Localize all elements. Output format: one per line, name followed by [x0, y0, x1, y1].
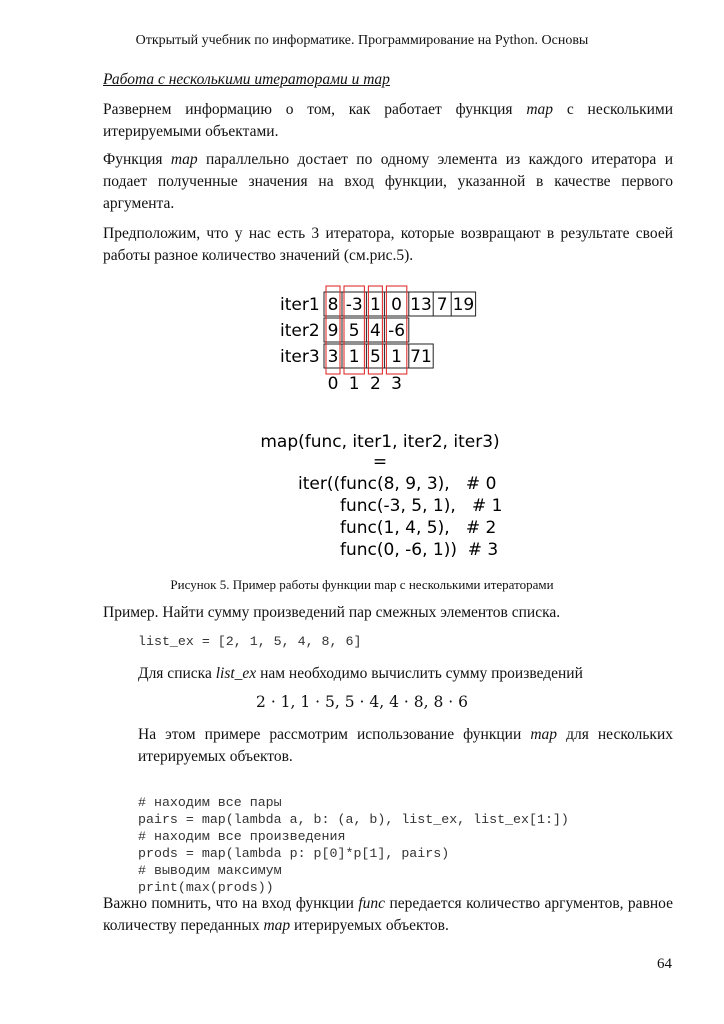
page-number: 64	[657, 956, 672, 972]
expression-line: map(func, iter1, iter2, iter3)	[260, 432, 500, 452]
figure-map-iterators	[0, 283, 724, 568]
code-line: prods = map(lambda p: p[0]*p[1], pairs)	[138, 846, 450, 861]
paragraph-list-ex	[138, 663, 673, 685]
iterator-value: 71	[410, 347, 432, 367]
code-term: map	[170, 151, 198, 168]
code-line: # находим все произведения	[138, 829, 346, 844]
example-intro: Пример. Найти сумму произведений пар смежных элементов списка.	[103, 604, 561, 621]
text: с несколькими итерируемыми объектами.	[103, 101, 673, 140]
code-term: func	[358, 895, 386, 912]
iterator-value: 5	[348, 321, 360, 341]
code-term: map	[530, 726, 558, 743]
iterator-label: iter3	[280, 347, 320, 367]
paragraph-multi-iter	[138, 724, 673, 768]
iterator-value: -6	[388, 321, 406, 341]
index-label: 3	[391, 374, 403, 394]
text: параллельно достает по одному элемента из каждого итератора и подает полученные значения на вход функции, указанной в качестве первого аргумента.	[103, 151, 673, 212]
iterator-grid	[280, 286, 476, 394]
paragraph-func-args	[103, 893, 673, 937]
code-term: map	[263, 917, 291, 934]
paragraph-iterators: Предположим, что у нас есть 3 итератора, которые возвращают в результате своей работы разное количество значений (см.рис.5).	[103, 225, 673, 264]
text: нам необходимо вычислить сумму произведений	[256, 665, 583, 682]
expression-line: func(-3, 5, 1), # 1	[340, 496, 503, 516]
iterator-label: iter2	[280, 321, 320, 341]
iterator-value: 1	[348, 347, 360, 367]
text: для нескольких итерируемых объектов.	[138, 726, 673, 765]
iterator-value: 4	[369, 321, 381, 341]
iterator-value: 1	[369, 295, 381, 315]
text: Развернем информацию о том, как работает функция	[103, 101, 527, 118]
expression-line: func(1, 4, 5), # 2	[340, 518, 497, 538]
iterator-value: 9	[327, 321, 339, 341]
iterator-value: 5	[369, 347, 381, 367]
code-line: print(max(prods))	[138, 880, 274, 895]
code-line: # выводим максимум	[138, 863, 282, 878]
code-term: map	[526, 101, 554, 118]
section-title: Работа с несколькими итераторами и map	[103, 71, 390, 88]
index-label: 0	[327, 374, 339, 394]
iterator-value: 19	[452, 295, 475, 315]
page-header: Открытый учебник по информатике. Программирование на Python. Основы	[135, 33, 589, 48]
index-label: 2	[369, 374, 381, 394]
paragraph-map-intro	[103, 99, 673, 143]
figure-caption: Рисунок 5. Пример работы функции map с несколькими итераторами	[170, 577, 554, 592]
iterator-value: 7	[436, 295, 448, 315]
code-line: # находим все пары	[138, 795, 282, 810]
code-term: list_ex	[215, 665, 257, 682]
text: итерируемых объектов.	[290, 917, 449, 934]
iterator-value: 1	[391, 347, 403, 367]
iterator-value: 0	[391, 295, 403, 315]
expression-line: func(0, -6, 1)) # 3	[340, 540, 499, 560]
index-label: 1	[348, 374, 360, 394]
iterator-label: iter1	[280, 295, 320, 315]
map-expression	[260, 432, 502, 560]
code-list-ex: list_ex = [2, 1, 5, 4, 8, 6]	[138, 634, 362, 649]
text: передается количество аргументов, равное количеству переданных	[103, 895, 673, 934]
iterator-value: 13	[410, 295, 432, 315]
iterator-value: 8	[327, 295, 339, 315]
expression-line: iter((func(8, 9, 3), # 0	[298, 474, 497, 494]
code-line: pairs = map(lambda a, b: (a, b), list_ex, list_ex[1:])	[138, 812, 569, 827]
expression-line: =	[372, 452, 388, 472]
iterator-value: -3	[345, 295, 363, 315]
paragraph-map-parallel	[103, 149, 673, 215]
math-products: 2 · 1, 1 · 5, 5 · 4, 4 · 8, 8 · 6	[256, 693, 468, 711]
text: Важно помнить, что на вход функции	[103, 895, 359, 912]
text: Функция	[103, 151, 171, 168]
iterator-value: 3	[327, 347, 339, 367]
text: Для списка	[138, 665, 216, 682]
text: На этом примере рассмотрим использование функции	[138, 726, 531, 743]
